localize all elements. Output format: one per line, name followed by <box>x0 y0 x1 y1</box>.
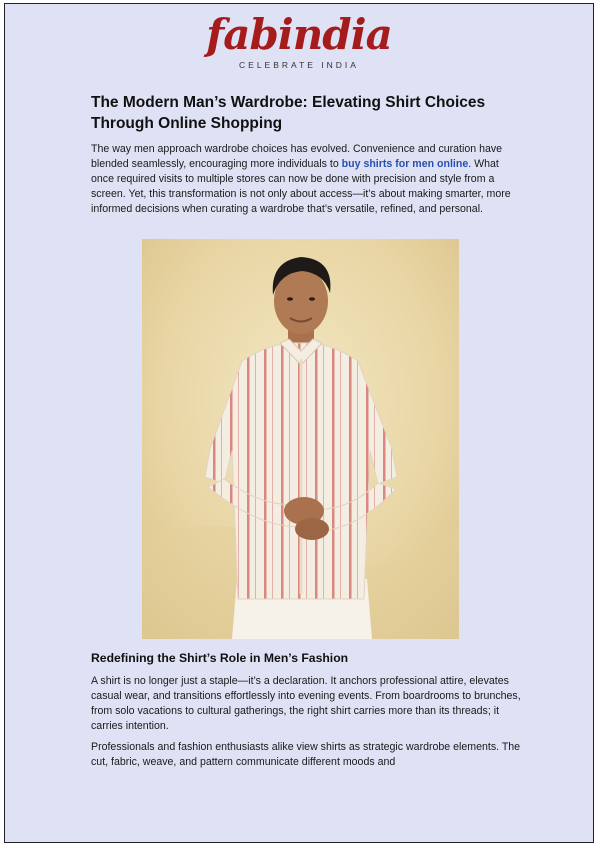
intro-text-end: . What once required visits to multiple stores can now be done with precision and style from a screen. Yet, this transformation is not only about access—it’s about making smarter, more informed decisions when curating a wardrobe that’s versatile, refined, and personal. <box>91 158 511 215</box>
section-paragraph-2: Professionals and fashion enthusiasts alike view shirts as strategic wardrobe elements. The cut, fabric, weave, and pattern communicate different moods and <box>91 741 521 768</box>
brand-logo[interactable] <box>5 12 593 70</box>
intro-text-start: The way men approach wardrobe choices has evolved. Convenience and curation have blended seamlessly, encouraging more individuals to <box>91 143 503 170</box>
document-page <box>4 3 594 843</box>
section-heading: Redefining the Shirt’s Role in Men’s Fashion <box>91 651 349 665</box>
article-title: The Modern Man’s Wardrobe: Elevating Shirt Choices Through Online Shopping <box>91 94 486 132</box>
section-paragraph-1: A shirt is no longer just a staple—it’s a declaration. It anchors professional attire, elevates casual wear, and transitions effortlessly into evening events. From boardrooms to brunches, from solo vacations to cultural gatherings, the right shirt carries more than its threads; it carries intention. <box>91 675 521 732</box>
logo-tagline: CELEBRATE INDIA <box>239 60 359 70</box>
intro-paragraph <box>91 142 521 217</box>
buy-shirts-link[interactable]: buy shirts for men online <box>341 158 469 170</box>
logo-wordmark: fabindia <box>206 10 392 59</box>
model-photo <box>142 239 459 639</box>
